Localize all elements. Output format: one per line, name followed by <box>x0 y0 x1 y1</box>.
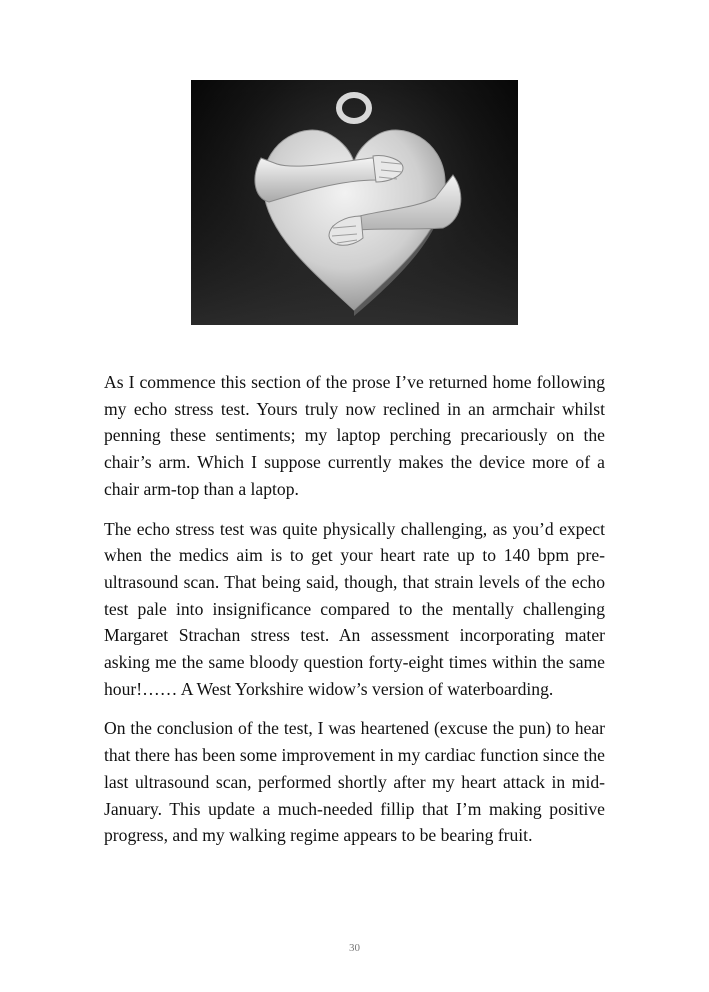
body-text <box>104 369 605 862</box>
heart-hug-pendant-icon <box>191 80 518 325</box>
paragraph-1: As I commence this section of the prose I’ve returned home following my echo stress test. Yours truly now reclined in an armchair whilst penning these sentiments; my laptop perching precariously on the chair’s arm. Which I suppose currently makes the device more of a chair arm-top than a laptop. <box>104 372 605 499</box>
page-number: 30 <box>349 942 360 954</box>
paragraph-3: On the conclusion of the test, I was heartened (excuse the pun) to hear that there has been some improvement in my cardiac function since the last ultrasound scan, performed shortly after my heart attack in mid-January. This update a much-needed fillip that I’m making positive progress, and my walking regime appears to be bearing fruit. <box>104 718 605 846</box>
heart-hug-illustration <box>191 80 518 325</box>
paragraph-2: The echo stress test was quite physically challenging, as you’d expect when the medics aim is to get your heart rate up to 140 bpm pre-ultrasound scan. That being said, though, that strain levels of the echo test pale into insignificance compared to the mentally challenging Margaret Strachan stress test. An assessment incorporating mater asking me the same bloody question forty-eight times within the same hour!…… A West Yorkshire widow’s version of waterboarding. <box>104 518 605 699</box>
